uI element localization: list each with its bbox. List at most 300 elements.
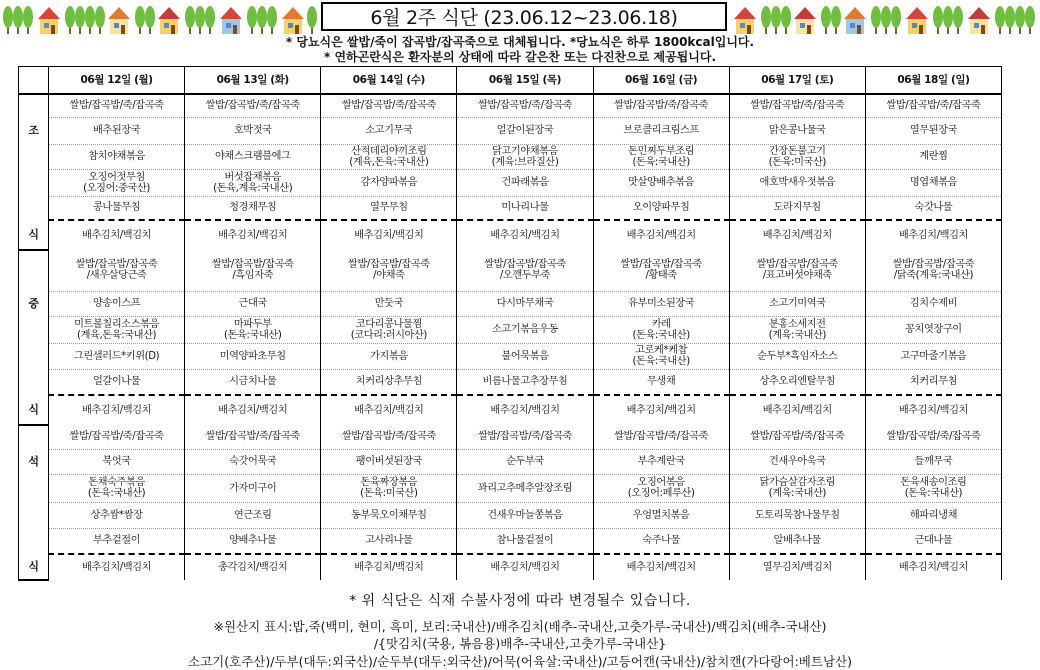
menu-cell [865, 250, 1001, 291]
menu-item: 가지볶음 [369, 350, 408, 362]
menu-item: 시금치나물 [229, 376, 277, 388]
menu-cell [457, 449, 593, 474]
menu-cell [457, 196, 593, 220]
origin-info-line-3: 소고기(호주산)/두부(대두:외국산)/순두부(대두:외국산)/어묵(어육살:국내산)/고등어캔(국내산)/참치캔(가다랑어:베트남산) [188, 654, 852, 669]
tree-icon [995, 6, 1005, 28]
menu-cell [729, 169, 865, 196]
meal-label [19, 196, 49, 220]
menu-item: 김치수제비 [909, 298, 958, 309]
menu-cell [457, 316, 593, 343]
menu-item: 팽이버섯된장국 [355, 456, 422, 467]
weekly-menu-table [18, 66, 1002, 581]
menu-item: 쌀밥/잡곡밥/죽/잡곡죽 [69, 431, 164, 443]
menu-item: 코다리콩나물찜 [355, 318, 422, 330]
menu-item: 오징어젓무침 [88, 171, 145, 183]
menu-item: /표고버섯야채죽 [762, 270, 832, 282]
menu-cell [321, 196, 457, 220]
menu-cell [593, 425, 729, 449]
meal-row [19, 196, 1002, 220]
menu-item: 오이양파무침 [632, 202, 690, 214]
menu-cell [593, 502, 729, 528]
tree-icon [145, 6, 155, 28]
meal-label [19, 94, 49, 117]
menu-cell [321, 395, 457, 425]
menu-item: 순두부*흑임자소스 [757, 350, 838, 362]
menu-cell [729, 395, 865, 425]
tree-icon [307, 6, 317, 28]
menu-cell [185, 502, 321, 528]
menu-item: /황태죽 [645, 270, 677, 282]
menu-cell [457, 343, 593, 369]
menu-item: 쌀밥/잡곡밥/죽/잡곡죽 [477, 100, 573, 112]
menu-item: 배추김치/백김치 [218, 405, 288, 416]
menu-item: (코다리:러시아산) [350, 329, 427, 341]
menu-cell [593, 220, 729, 250]
menu-cell [729, 94, 865, 117]
day-header-row [19, 67, 1002, 95]
menu-cell [49, 343, 185, 369]
menu-item: 불어묵볶음 [501, 350, 549, 362]
page-title [321, 2, 727, 31]
menu-cell [49, 425, 185, 449]
menu-cell [185, 425, 321, 449]
tree-icon [205, 6, 215, 28]
menu-item: 쌀밥/잡곡밥/죽/잡곡죽 [341, 100, 436, 112]
meal-label: 식 [19, 395, 49, 425]
menu-item: (돈육,계육:국내산) [213, 182, 293, 194]
menu-cell [49, 369, 185, 395]
menu-item: 연근조림 [233, 509, 272, 521]
origin-info-line-2: /{맛김치(국용, 볶음용)배추-국내산,고춧가루-국내산} [373, 636, 667, 651]
day-header: 06월 15일 (목) [457, 67, 593, 95]
menu-cell [49, 395, 185, 425]
menu-item: (계육:브라질산) [491, 156, 559, 168]
menu-item: 돈민찌두부조림 [628, 145, 695, 157]
menu-item: 상추쌈*쌈장 [90, 509, 143, 521]
meal-row [19, 250, 1002, 291]
menu-cell [321, 449, 457, 474]
village-decoration-right [730, 0, 1036, 36]
menu-item: 야채스크램블에그 [214, 151, 291, 162]
meal-label [19, 474, 49, 502]
meal-row [19, 502, 1002, 528]
meal-label: 식 [19, 554, 49, 580]
menu-cell [321, 169, 457, 196]
menu-item: 숙갓어묵국 [229, 456, 277, 467]
menu-cell [593, 169, 729, 196]
menu-cell [593, 554, 729, 580]
menu-item: 미역양파초무침 [219, 350, 286, 362]
tree-icon [881, 6, 891, 28]
menu-cell [49, 94, 185, 117]
menu-cell [321, 250, 457, 291]
menu-item: 동부묵오이채무침 [351, 509, 427, 521]
meal-label [19, 316, 49, 343]
tree-icon [831, 6, 841, 28]
menu-cell [729, 220, 865, 250]
tree-icon [247, 6, 257, 28]
menu-cell [865, 425, 1001, 449]
menu-item: 마파두부 [233, 318, 272, 330]
tree-icon [1015, 6, 1025, 28]
menu-item: 감자양파볶음 [360, 177, 418, 188]
tree-icon [13, 6, 23, 28]
menu-cell [729, 316, 865, 343]
menu-cell [865, 316, 1001, 343]
menu-cell [865, 369, 1001, 395]
day-header: 06월 16일 (금) [593, 67, 729, 95]
menu-item: 맛살양배추볶음 [628, 177, 695, 188]
menu-item: 간장돈불고기 [768, 145, 826, 157]
menu-cell [185, 250, 321, 291]
menu-item: (오징어:페루산) [627, 488, 695, 499]
menu-cell [321, 291, 457, 316]
tree-icon [1025, 6, 1035, 28]
menu-item: 건새우아욱국 [768, 456, 826, 467]
menu-cell [593, 196, 729, 220]
menu-cell [185, 196, 321, 220]
menu-item: 양송이스프 [92, 298, 141, 309]
menu-item: 쌀밥/잡곡밥/죽/잡곡죽 [477, 431, 573, 443]
menu-cell [729, 474, 865, 502]
meal-row [19, 474, 1002, 502]
menu-item: 유부미소된장국 [628, 298, 695, 309]
menu-cell [185, 169, 321, 196]
menu-item: 알배추나물 [773, 535, 821, 547]
tree-icon [65, 6, 75, 28]
menu-item: 순두부국 [506, 456, 544, 467]
menu-item: (계육:국내산) [768, 488, 826, 499]
menu-item: 고사리나물 [365, 535, 413, 547]
meal-label: 석 [19, 449, 49, 474]
tree-icon [3, 6, 13, 28]
menu-cell [457, 250, 593, 291]
menu-item: /닭죽(계육:국내산) [893, 270, 974, 282]
menu-item: 배추김치/백김치 [82, 230, 152, 241]
dysphagia-diet-notice: * 연하곤란식은 환자분의 상태에 따라 갈은찬 또는 다진찬으로 제공됩니다. [323, 50, 717, 64]
menu-cell [593, 316, 729, 343]
menu-cell [185, 474, 321, 502]
menu-cell [185, 144, 321, 169]
menu-item: 배추김치/백김치 [82, 405, 152, 416]
meal-row [19, 343, 1002, 369]
menu-item: 참나물겉절이 [496, 535, 554, 547]
meal-row [19, 220, 1002, 250]
menu-cell [593, 250, 729, 291]
menu-item: 부추계란국 [637, 456, 685, 467]
menu-cell [457, 425, 593, 449]
menu-cell [321, 94, 457, 117]
menu-cell [321, 369, 457, 395]
menu-item: 얼갈이나물 [92, 376, 141, 388]
menu-cell [321, 117, 457, 144]
menu-item: 쌀밥/잡곡밥/죽/잡곡죽 [614, 100, 709, 112]
menu-item: 열무된장국 [909, 125, 958, 136]
menu-item: 산적데리야끼조림 [351, 145, 427, 157]
menu-item: /흑임자죽 [232, 270, 274, 282]
tree-icon [953, 6, 963, 28]
menu-item: 건새우마늘쫑볶음 [487, 509, 563, 521]
menu-cell [49, 169, 185, 196]
menu-item: (돈육:미국산) [360, 488, 418, 499]
menu-item: 쌀밥/잡곡밥/죽/잡곡죽 [205, 431, 300, 443]
menu-cell [49, 502, 185, 528]
change-notice: * 위 식단은 식재 수불사정에 따라 변경될수 있습니다. [349, 593, 691, 609]
meal-label: 식 [19, 220, 49, 250]
menu-cell [593, 117, 729, 144]
menu-cell [729, 144, 865, 169]
meal-label [19, 144, 49, 169]
menu-cell [321, 474, 457, 502]
meal-row [19, 94, 1002, 117]
page-title-text: 6월 2주 식단 (23.06.12~23.06.18) [370, 7, 678, 29]
meal-row [19, 144, 1002, 169]
menu-item: 닭가슴살감자조림 [759, 477, 836, 488]
menu-item: 치커리상추무침 [355, 376, 422, 388]
menu-item: 우엉멸치볶음 [632, 509, 690, 521]
menu-cell [865, 94, 1001, 117]
menu-item: 배추김치/백김치 [490, 230, 560, 241]
tree-icon [821, 6, 831, 28]
menu-item: 배추김치/백김치 [626, 562, 696, 573]
menu-item: 배추된장국 [92, 125, 141, 136]
menu-item: 배추김치/백김치 [762, 230, 832, 241]
menu-cell [185, 395, 321, 425]
menu-item: (오징어:중국산) [83, 182, 150, 194]
menu-cell [185, 316, 321, 343]
menu-cell [729, 250, 865, 291]
menu-cell [729, 528, 865, 554]
menu-cell [865, 474, 1001, 502]
menu-item: 도토리묵참나물무침 [754, 509, 840, 521]
tree-icon [267, 6, 277, 28]
menu-cell [457, 528, 593, 554]
menu-item: 치커리무침 [909, 376, 958, 388]
menu-cell [457, 502, 593, 528]
menu-item: 호박젓국 [233, 125, 272, 136]
menu-item: 계란찜 [919, 151, 948, 162]
menu-item: 열무김치/백김치 [762, 562, 832, 573]
menu-cell [457, 369, 593, 395]
tree-icon [85, 6, 95, 28]
meal-row [19, 117, 1002, 144]
menu-item: 배추김치/백김치 [354, 230, 424, 241]
menu-cell [865, 395, 1001, 425]
menu-item: 고구마줄기볶음 [900, 350, 967, 362]
menu-cell [865, 554, 1001, 580]
tree-icon [771, 6, 781, 28]
menu-item: 청경채무침 [229, 202, 277, 214]
menu-cell [185, 117, 321, 144]
day-header: 06월 13일 (화) [185, 67, 321, 95]
meal-row [19, 425, 1002, 449]
menu-cell [593, 144, 729, 169]
menu-cell [729, 502, 865, 528]
day-header: 06월 14일 (수) [321, 67, 457, 95]
menu-cell [49, 220, 185, 250]
menu-cell [321, 425, 457, 449]
tree-icon [257, 6, 267, 28]
origin-info-line-1: ※원산지 표시:밥,죽(백미, 현미, 흑미, 보리:국내산)/배추김치(배추-국내산,고춧가루-국내산)/백김치(배추-국내산) [213, 619, 827, 634]
menu-item: 미트볼칠리소스볶음 [74, 318, 160, 330]
menu-cell [49, 196, 185, 220]
menu-item: (돈육:국내산) [632, 329, 690, 341]
menu-item: 근대나물 [914, 535, 953, 547]
menu-item: 도라지무침 [773, 202, 821, 214]
menu-item: 오징어볶음 [637, 477, 685, 488]
menu-item: 쌀밥/잡곡밥/잡곡죽 [484, 259, 566, 271]
menu-item: 돈육새송이조림 [900, 477, 967, 488]
menu-cell [457, 144, 593, 169]
meal-label: 조 [19, 117, 49, 144]
menu-item: 콩나물무침 [92, 202, 141, 214]
menu-cell [49, 554, 185, 580]
meal-label [19, 343, 49, 369]
menu-item: /오깬두부죽 [499, 270, 551, 282]
menu-cell [593, 528, 729, 554]
menu-cell [185, 449, 321, 474]
menu-cell [321, 528, 457, 554]
menu-cell [729, 343, 865, 369]
menu-item: 쌀밥/잡곡밥/잡곡죽 [756, 259, 839, 271]
menu-cell [457, 117, 593, 144]
menu-cell [865, 528, 1001, 554]
menu-cell [321, 554, 457, 580]
menu-cell [457, 291, 593, 316]
menu-cell [457, 395, 593, 425]
tree-icon [1005, 6, 1015, 28]
menu-cell [865, 196, 1001, 220]
menu-cell [185, 94, 321, 117]
tree-icon [933, 6, 943, 28]
menu-cell [457, 554, 593, 580]
menu-item: 다시마무채국 [496, 298, 554, 309]
menu-item: 쌀밥/잡곡밥/죽/잡곡죽 [886, 431, 981, 443]
menu-cell [729, 196, 865, 220]
menu-cell [729, 554, 865, 580]
menu-cell [593, 343, 729, 369]
menu-item: (돈육:미국산) [768, 156, 826, 168]
day-header: 06월 18일 (일) [865, 67, 1001, 95]
meal-row [19, 554, 1002, 580]
meal-label [19, 528, 49, 554]
menu-item: 쌀밥/잡곡밥/죽/잡곡죽 [69, 100, 164, 112]
menu-item: 쌀밥/잡곡밥/죽/잡곡죽 [614, 431, 709, 443]
menu-cell [593, 291, 729, 316]
menu-cell [185, 291, 321, 316]
tree-icon [185, 6, 195, 28]
menu-item: 쌀밥/잡곡밥/죽/잡곡죽 [750, 100, 845, 112]
menu-cell [321, 144, 457, 169]
tree-icon [135, 6, 145, 28]
tree-icon [95, 6, 105, 28]
menu-cell [49, 117, 185, 144]
tree-icon [781, 6, 791, 28]
menu-item: /야채죽 [373, 270, 405, 282]
menu-item: (돈육:국내산) [87, 488, 146, 499]
menu-cell [729, 291, 865, 316]
menu-item: 고로케*케찹 [635, 345, 688, 356]
menu-item: 그린샐러드*키위(D) [73, 350, 160, 362]
menu-item: 닭고기야채볶음 [491, 145, 559, 157]
menu-item: 배추김치/백김치 [762, 405, 832, 416]
menu-item: 참치야채볶음 [88, 151, 145, 162]
meal-label: 중 [19, 291, 49, 316]
menu-cell [865, 502, 1001, 528]
menu-item: 배추김치/백김치 [626, 230, 696, 241]
menu-cell [185, 528, 321, 554]
menu-item: 애호박새우젓볶음 [759, 177, 836, 188]
menu-item: 쌀밥/잡곡밥/죽/잡곡죽 [205, 100, 300, 112]
menu-cell [593, 395, 729, 425]
menu-cell [865, 117, 1001, 144]
meal-row [19, 528, 1002, 554]
meal-row [19, 169, 1002, 196]
menu-cell [729, 449, 865, 474]
menu-item: 상추오리엔탈무침 [759, 376, 836, 388]
menu-item: 배추김치/백김치 [354, 405, 424, 416]
menu-cell [321, 343, 457, 369]
menu-item: 분홍소세지전 [768, 318, 826, 330]
menu-cell [49, 528, 185, 554]
menu-item: 미나리나물 [501, 202, 549, 214]
meal-label [19, 369, 49, 395]
menu-cell [185, 554, 321, 580]
menu-item: 얼갈이된장국 [496, 125, 554, 136]
menu-item: 숙갓나물 [914, 202, 953, 214]
menu-cell [49, 291, 185, 316]
menu-cell [457, 474, 593, 502]
menu-item: 해파리냉채 [909, 509, 958, 521]
meal-row [19, 395, 1002, 425]
menu-item: 무생채 [646, 376, 676, 388]
menu-item: 소고기무국 [365, 125, 413, 136]
meal-row [19, 316, 1002, 343]
menu-item: 쌀밥/잡곡밥/죽/잡곡죽 [750, 431, 845, 443]
tree-icon [871, 6, 881, 28]
menu-cell [865, 144, 1001, 169]
menu-item: /새우살당근죽 [86, 270, 147, 282]
menu-cell [729, 369, 865, 395]
menu-item: 돈채숙주볶음 [88, 477, 145, 488]
meal-row [19, 369, 1002, 395]
menu-item: 쌀밥/잡곡밥/잡곡죽 [620, 259, 702, 271]
menu-item: 북엇국 [102, 456, 131, 467]
menu-item: 들깨무국 [914, 456, 953, 467]
menu-item: 쌀밥/잡곡밥/잡곡죽 [348, 259, 430, 271]
menu-item: 브로콜리크림스프 [623, 125, 699, 136]
menu-item: (돈육:국내산) [904, 488, 963, 499]
menu-cell [593, 449, 729, 474]
menu-cell [729, 117, 865, 144]
menu-item: 꽈리고추메추알장조림 [477, 482, 573, 494]
menu-cell [865, 449, 1001, 474]
menu-item: 돈육짜장볶음 [360, 477, 418, 488]
menu-item: 비름나물고추장무침 [482, 376, 568, 388]
day-header: 06월 17일 (토) [729, 67, 865, 95]
menu-cell [49, 449, 185, 474]
menu-item: (돈육:국내산) [632, 356, 690, 367]
menu-cell [185, 343, 321, 369]
menu-cell [729, 425, 865, 449]
menu-item: 맑은콩나물국 [768, 125, 826, 136]
menu-cell [865, 291, 1001, 316]
menu-item: 쌀밥/잡곡밥/잡곡죽 [892, 259, 975, 271]
menu-item: 만둣국 [374, 298, 404, 309]
menu-cell [185, 220, 321, 250]
menu-item: 양배추나물 [229, 535, 277, 547]
village-decoration-left [0, 0, 318, 36]
